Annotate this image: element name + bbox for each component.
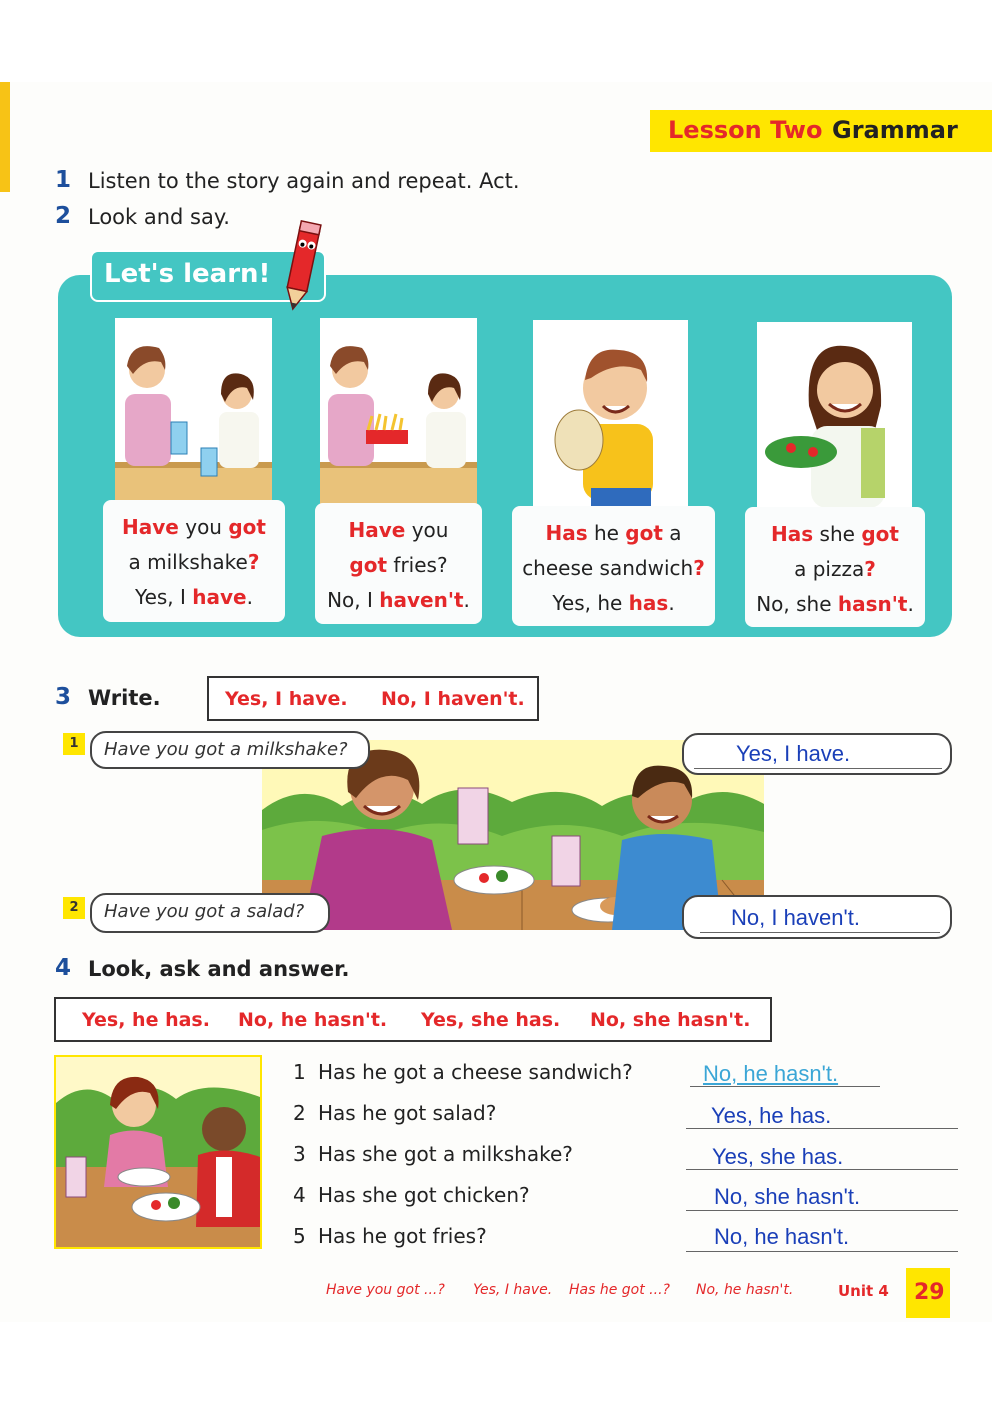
card-word: she bbox=[813, 522, 862, 546]
lesson-tab bbox=[650, 110, 992, 152]
learn-card bbox=[315, 503, 482, 624]
answer-line bbox=[686, 1128, 958, 1129]
card-word: got bbox=[625, 521, 663, 545]
card-word: fries? bbox=[387, 553, 448, 577]
card-word: ? bbox=[693, 556, 705, 580]
card-word: . bbox=[668, 591, 675, 615]
card-word: . bbox=[907, 592, 914, 616]
word-box-item: No, I haven't. bbox=[381, 688, 525, 710]
question-text: Has he got a cheese sandwich? bbox=[318, 1060, 633, 1084]
word-box bbox=[54, 997, 772, 1042]
learn-card bbox=[745, 507, 925, 627]
card-answer-line bbox=[512, 586, 715, 621]
answer-line bbox=[686, 1169, 958, 1170]
picture-sandwich bbox=[533, 320, 688, 508]
item-number-badge: 2 bbox=[63, 897, 85, 919]
card-word: got bbox=[861, 522, 899, 546]
card-question-line bbox=[103, 545, 285, 580]
card-word: Yes, I bbox=[135, 585, 193, 609]
card-question-line bbox=[512, 551, 715, 586]
question-text: Has she got chicken? bbox=[318, 1183, 530, 1207]
girl-salad-illustration bbox=[757, 322, 912, 508]
card-word: ? bbox=[247, 550, 260, 574]
card-word: a bbox=[662, 521, 682, 545]
card-word: Has bbox=[771, 522, 814, 546]
speech-bubble bbox=[90, 893, 330, 933]
boy-sandwich-illustration bbox=[533, 320, 688, 508]
card-word: hasn't bbox=[837, 592, 908, 616]
question-text: Has he got salad? bbox=[318, 1101, 497, 1125]
answer-line bbox=[686, 1210, 958, 1211]
card-word: you bbox=[405, 518, 449, 542]
word-box-item: Yes, she has. bbox=[421, 1009, 561, 1031]
card-question-line bbox=[315, 548, 482, 583]
footer-phrase: No, he hasn't. bbox=[696, 1282, 794, 1298]
instruction-number: 2 bbox=[55, 203, 72, 229]
card-word: Has bbox=[545, 521, 588, 545]
instruction-number: 4 bbox=[55, 955, 72, 981]
milkshake-illustration bbox=[115, 318, 272, 506]
item-number-badge: 1 bbox=[63, 733, 85, 755]
answer-line bbox=[690, 1086, 880, 1087]
card-word: have bbox=[192, 585, 247, 609]
card-question-line bbox=[745, 552, 925, 587]
card-word: No, she bbox=[756, 592, 838, 616]
card-word: Have bbox=[122, 515, 179, 539]
word-box-item: Yes, I have. bbox=[225, 688, 348, 710]
handwritten-answer: No, I haven't. bbox=[731, 905, 860, 930]
card-question-line bbox=[315, 513, 482, 548]
girl-boy-eating-illustration bbox=[56, 1057, 260, 1247]
answer-line bbox=[700, 932, 940, 933]
unit-label: Unit 4 bbox=[838, 1282, 889, 1300]
card-word: haven't bbox=[379, 588, 464, 612]
page-number-box bbox=[906, 1268, 950, 1318]
card-word: got bbox=[349, 553, 388, 577]
handwritten-answer: Yes, she has. bbox=[712, 1144, 844, 1169]
picture-salad bbox=[757, 322, 912, 508]
word-box-item: Yes, he has. bbox=[82, 1009, 210, 1031]
card-word: cheese sandwich bbox=[522, 556, 694, 580]
instruction-text: Look and say. bbox=[88, 205, 230, 229]
card-word: he bbox=[587, 521, 626, 545]
bubble-question: Have you got a salad? bbox=[104, 901, 305, 922]
card-word: . bbox=[463, 588, 470, 612]
card-word: a milkshake bbox=[128, 550, 248, 574]
instruction-text: Look, ask and answer. bbox=[88, 957, 350, 981]
picture-fries bbox=[320, 318, 477, 506]
question-number: 4 bbox=[293, 1183, 306, 1207]
learn-card bbox=[103, 500, 285, 622]
question-number: 5 bbox=[293, 1224, 306, 1248]
page-edge-tab bbox=[0, 82, 10, 192]
question-number: 1 bbox=[293, 1060, 306, 1084]
instruction-number: 3 bbox=[55, 684, 72, 710]
question-text: Has she got a milkshake? bbox=[318, 1142, 573, 1166]
instruction-number: 1 bbox=[55, 167, 72, 193]
footer-phrase: Have you got ...? bbox=[326, 1282, 445, 1298]
pencil-mascot-icon bbox=[280, 218, 324, 314]
lesson-label: Lesson Two bbox=[668, 116, 823, 144]
picture-exercise4 bbox=[54, 1055, 262, 1249]
word-box bbox=[207, 676, 539, 721]
lets-learn-title: Let's learn! bbox=[104, 259, 271, 289]
card-word: ? bbox=[864, 557, 876, 581]
card-question-line bbox=[745, 517, 925, 552]
picture-milkshake bbox=[115, 318, 272, 506]
question-text: Has he got fries? bbox=[318, 1224, 487, 1248]
learn-card bbox=[512, 506, 715, 626]
footer-phrase: Has he got ...? bbox=[569, 1282, 670, 1298]
question-number: 2 bbox=[293, 1101, 306, 1125]
card-word: . bbox=[246, 585, 253, 609]
answer-line bbox=[694, 768, 942, 769]
word-box-item: No, she hasn't. bbox=[590, 1009, 751, 1031]
card-word: got bbox=[228, 515, 266, 539]
answer-line bbox=[686, 1251, 958, 1252]
page-number: 29 bbox=[914, 1280, 945, 1305]
card-word: Yes, he bbox=[552, 591, 629, 615]
handwritten-answer: Yes, I have. bbox=[736, 741, 851, 766]
handwritten-answer: No, she hasn't. bbox=[714, 1184, 861, 1209]
handwritten-answer: No, he hasn't. bbox=[703, 1061, 839, 1086]
speech-bubble bbox=[90, 731, 370, 769]
card-word: a pizza bbox=[794, 557, 865, 581]
card-word: you bbox=[178, 515, 229, 539]
card-answer-line bbox=[745, 587, 925, 622]
question-number: 3 bbox=[293, 1142, 306, 1166]
card-answer-line bbox=[315, 583, 482, 618]
fries-illustration bbox=[320, 318, 477, 506]
card-answer-line bbox=[103, 580, 285, 615]
instruction-text: Listen to the story again and repeat. Act. bbox=[88, 169, 520, 193]
bubble-question: Have you got a milkshake? bbox=[104, 739, 348, 760]
instruction-text: Write. bbox=[88, 686, 161, 710]
card-word: has bbox=[628, 591, 669, 615]
word-box-item: No, he hasn't. bbox=[238, 1009, 388, 1031]
card-question-line bbox=[512, 516, 715, 551]
footer-phrase: Yes, I have. bbox=[473, 1282, 553, 1298]
handwritten-answer: Yes, he has. bbox=[711, 1103, 832, 1128]
card-word: No, I bbox=[327, 588, 380, 612]
card-word: Have bbox=[348, 518, 406, 542]
section-label: Grammar bbox=[832, 116, 958, 144]
card-question-line bbox=[103, 510, 285, 545]
handwritten-answer: No, he hasn't. bbox=[714, 1224, 850, 1249]
